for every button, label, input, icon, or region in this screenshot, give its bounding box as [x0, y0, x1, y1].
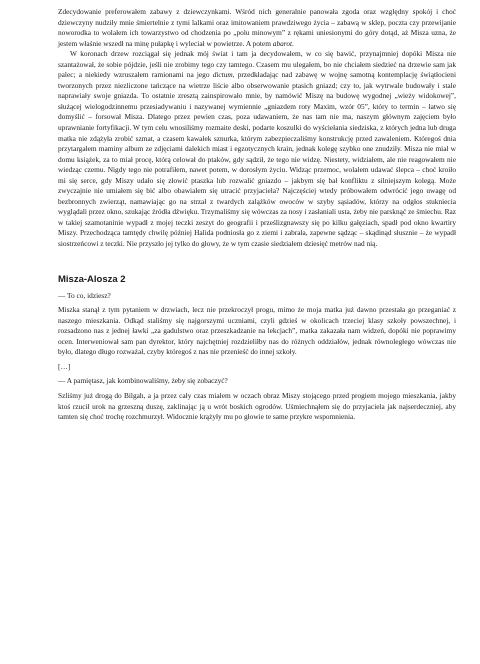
ellipsis-marker: […]	[58, 361, 71, 371]
paragraph-1-italic: abarot.	[272, 38, 294, 48]
paragraph-3: Miszka stanął z tym pytaniem w drzwiach, lecz nie przekroczył progu, mimo że moja matka już dawno przestała go przeganiać z naszego mieszkania. Odkąd staliśmy się najgorszymi uczniami, czyli gdzieś w okolicach trzeciej klasy szkoły powszechnej, i rozsadzono nas z jednej ławki „za gadulstwo oraz przeszkadzanie na lekcjach”, matka zakazała nam widzeń, dopóki nie poprawimy ocen. Interweniował sam pan dyrektor, który najchętniej rozdzieliłby nas do różnych oddziałów, jednak równoległego wówczas nie było, dlatego długo rozważał, czyby któregoś z nas nie przenieść do innej szkoły.	[58, 305, 456, 357]
dialogue-line-2: — A pamiętasz, jak kombinowaliśmy, żeby się zobaczyć?	[58, 376, 228, 386]
paragraph-2-italic: dictum,	[212, 70, 235, 80]
paragraph-4: Szliśmy już drogą do Bilgah, a ja przez cały czas miałem w oczach obraz Miszy stojącego przed progiem mojego mieszkania, jakby ktoś rzucił urok na grzeszną duszę, zaklinając ją u wrót boskich ogrodów. Uśmiechnąłem się do przyjaciela jak najserdeczniej, aby tamten się choć trochę rozchmurzył. Widocznie krążyły mu po głowie te same przykre wspomnienia.	[58, 390, 456, 422]
section-heading: Misza-Alosza 2	[58, 273, 126, 285]
paragraph-2: W koronach drzew rozciągał się jednak mój świat i tam ja decydowałem, w co się bawić, przynajmniej dopóki Misza nie szantażował, że sobie pójdzie, jeśli nie zrobimy tego czy tamtego. Czasem mu ulegałem, bo nie chciałem siedzieć na drzewie sam jak palec; a niekiedy wzruszałem ramionami na jego dictum, przedkładając nad zabawę w wojnę samotną kontemplację świątłocieni tworzonych przez niezliczone tańczące na wietrze liście albo obserwowanie ptasich gniazd; czy to, jak wytrwale budowały i stale naprawiały swoje gniazda. To ostatnie zresztą zainspirowało mnie, by namówić Miszę na budowę wygodnej „wieży widokowej”, służącej wielogodzinnemu przesiadywaniu i nazywanej wymiennie „gniazdem roty Maxim, wzór 05”, który to termin – łatwo się domyślić – forsował Misza. Dlatego przez pewien czas, poza udawaniem, że nas tam nie ma, naszym głównym zajęciem było uprawnianie fortyfikacji. W tym celu wnosiliśmy rozmaite deski, podarte koszulki do wyściełania siedziska, z których jedna lub druga matka nie zdążyła zrobić szmat, a czasem kawałek sznurka, którym zabezpieczaliśmy konstrukcję przed zawaleniem. Któregoś dnia przytargałem maminy album ze zdjęciami dalekich miast i egzotycznych krain, jednak kolegę szybko one znudziły. Misza nie miał w domu książek, za to miał procę, którą celował do ptaków, gdy sądził, że tego nie widzę. Niestety, widziałem, ale nie reagowałem nie wiedząc czemu. Nigdy tego nie potrafiłem, nawet potem, w dorosłym życiu. Widząc przemoc, wolałem udawać ślepca – choć kroiło mi się serce, gdy Miszy udało się złowić ptaszka lub rozwalić gniazdo – jakbym się bał konfliktu z silniejszym kolegą. Może zwyczajnie nie umiałem się bić albo obawiałem się utracić przyjaciela? Najczęściej wtedy próbowałem odwrócić jego uwagę od bezbronnych zwierząt, namawiając go na strzał z twardych zalążków owoców w szyby sąsiadów, którzy na odgłos stukniecia wyglądali przez okno, szukając źródła dźwięku. Trzymaliśmy się wówczas za nosy i zasłaniali usta, żeby nie parsknąć ze śmiechu. Raz w takiej szamotaninie wypadł z mojej teczki zeszyt do geografii i prześlizgnawszy się po kilku gałęziach, spadł pod okno kwartiry Miszy. Przechodząca tamtędy chwilę później Halida podniosła go z ziemi i zabrała, zapewne sądząc – skądinąd słusznie – że wypadł siostrzeńcowi z teczki. Nie przyszło jej tylko do głowy, że w tym czasie siedziałem dziesięć metrów nad nią.	[58, 49, 456, 249]
paragraph-1: Zdecydowanie preferowałem zabawy z dziewczynkami. Wśród nich generalnie panowała zgoda oraz względny spokój i choć dziewczyny nudziły mnie śmiertelnie z tymi lalkami oraz imitowaniem prawdziwego życia – zabawą w sklep, poczta czy przewijanie noworodka to wolałem ich towarzystwo od chodzenia po „polu minowym” z rękami uniesionymi do góry dotąd, aż Misza uzna, że jestem właśnie wszedł na minę pułapkę i wyleciał w powietrze. A potem abarot.	[58, 7, 456, 48]
dialogue-line-1: — To co, idziesz?	[58, 290, 111, 300]
